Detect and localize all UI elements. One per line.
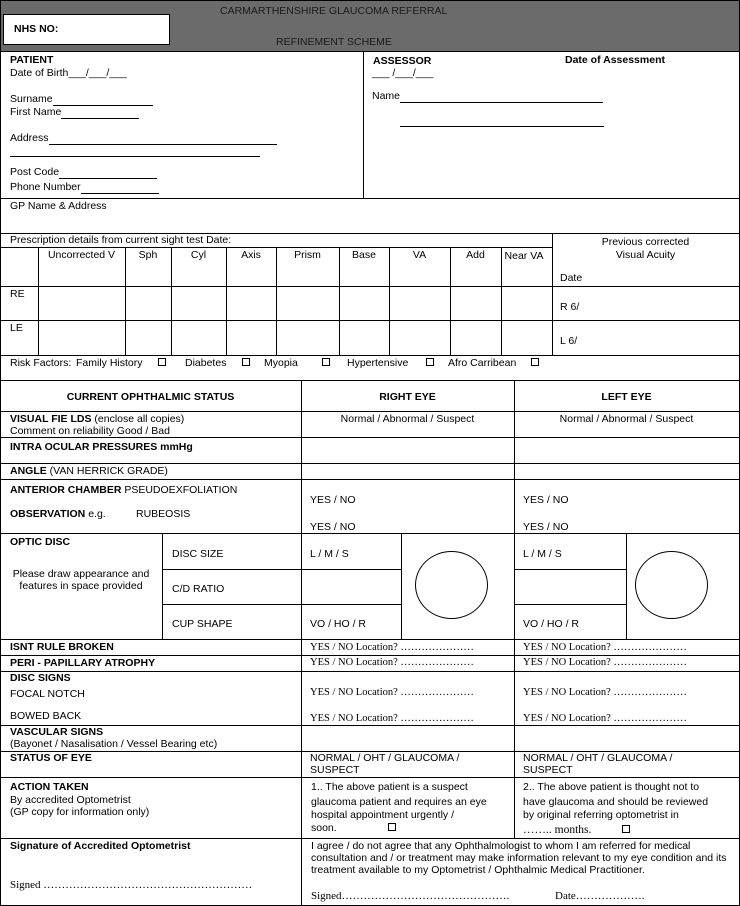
- rubeosis-right[interactable]: YES / NO: [310, 521, 356, 533]
- disc-size-label: DISC SIZE: [172, 548, 224, 560]
- risk-myopia-checkbox[interactable]: [322, 358, 330, 366]
- rx-col-sph: Sph: [138, 249, 158, 261]
- obs-rest: e.g.: [88, 508, 106, 520]
- consent-line-3: treatment available to my Optometrist / Ophthalmic Medical Practitioner.: [311, 864, 645, 876]
- bowed-back-label: BOWED BACK: [10, 710, 82, 722]
- assessor-name-field[interactable]: [372, 91, 603, 103]
- address-field[interactable]: [10, 133, 277, 145]
- gp-top-line: [0, 198, 740, 199]
- risk-hypertensive-checkbox[interactable]: [426, 358, 434, 366]
- prev-va-date[interactable]: Date: [560, 272, 583, 284]
- isnt-label: ISNT RULE BROKEN: [10, 641, 114, 653]
- rubeosis-left[interactable]: YES / NO: [523, 521, 569, 533]
- risk-afro-carribean: Afro Carribean: [448, 357, 517, 369]
- pseudoexfoliation-left[interactable]: YES / NO: [523, 494, 569, 506]
- post-code-label: Post Code: [10, 166, 60, 178]
- rx-col-va: VA: [412, 249, 427, 261]
- risk-myopia: Myopia: [264, 357, 298, 369]
- optic-disc-row-line: [162, 569, 402, 570]
- post-code-field[interactable]: [10, 167, 157, 179]
- right-disc-drawing-area[interactable]: [415, 551, 488, 619]
- signature-heading: Signature of Accredited Optometrist: [10, 840, 191, 852]
- assessor-name-label: Name: [372, 90, 401, 102]
- status-top-line: [0, 380, 740, 381]
- rx-col-line: [389, 247, 390, 355]
- option-1-line-1: 1.. The above patient is a suspect: [311, 781, 468, 793]
- scheme-title: REFINEMENT SCHEME: [276, 36, 392, 48]
- ac-bold: ANTERIOR CHAMBER: [10, 484, 122, 496]
- visual-fields-left[interactable]: Normal / Abnormal / Suspect: [559, 413, 694, 425]
- status-row-line: [0, 479, 740, 480]
- phone-field[interactable]: [10, 182, 159, 194]
- focal-notch-left[interactable]: YES / NO Location? …………………: [523, 687, 687, 698]
- visual-fields-label: [10, 414, 184, 426]
- rx-col-line: [450, 247, 451, 355]
- rx-le-line: [0, 355, 740, 356]
- signature-divider: [301, 838, 302, 906]
- rx-col-line: [171, 247, 172, 355]
- risk-family-history: Family History: [76, 357, 143, 369]
- gp-label: GP Name & Address: [10, 200, 107, 212]
- risk-hypertensive: Hypertensive: [347, 357, 409, 369]
- org-title: CARMARTHENSHIRE GLAUCOMA REFERRAL: [220, 5, 448, 17]
- disc-signs-label: DISC SIGNS: [10, 672, 71, 684]
- vascular-signs-sub: (Bayonet / Nasalisation / Vessel Bearing etc): [10, 738, 218, 750]
- status-row-line: [0, 639, 740, 640]
- rubeosis-label: RUBEOSIS: [136, 508, 191, 520]
- rx-col-line: [226, 247, 227, 355]
- visual-fields-bold: VISUAL FIE LDS: [10, 413, 92, 425]
- risk-diabetes-checkbox[interactable]: [242, 358, 250, 366]
- drawing-cell-divider: [626, 533, 627, 639]
- risk-label: Risk Factors:: [10, 357, 72, 369]
- cup-shape-label: CUP SHAPE: [172, 618, 233, 630]
- status-row-line: [0, 777, 740, 778]
- bowed-back-right[interactable]: YES / NO Location? …………………: [310, 713, 474, 724]
- address-line-2[interactable]: [10, 156, 260, 157]
- draw-instruction-2: features in space provided: [19, 580, 143, 592]
- status-of-eye-left-2[interactable]: SUSPECT: [523, 764, 573, 776]
- action-taken-label: ACTION TAKEN: [10, 781, 89, 793]
- isnt-right[interactable]: YES / NO Location? …………………: [310, 642, 474, 653]
- option-2-line-1: 2.. The above patient is thought not to: [523, 781, 700, 793]
- surname-label: Surname: [10, 93, 53, 105]
- optic-disc-row-line: [162, 604, 402, 605]
- rx-col-add: Add: [466, 249, 485, 261]
- focal-notch-label: FOCAL NOTCH: [10, 688, 85, 700]
- status-row-line: [0, 411, 740, 412]
- peri-papillary-right[interactable]: YES / NO Location? …………………: [310, 657, 474, 668]
- option-1-checkbox[interactable]: [388, 823, 396, 831]
- status-of-eye-right-1[interactable]: NORMAL / OHT / GLAUCOMA /: [310, 752, 460, 764]
- status-row-line: [0, 671, 740, 672]
- nhs-number-label: NHS NO:: [14, 23, 59, 35]
- patient-assessor-divider: [363, 52, 364, 198]
- prev-va-right[interactable]: R 6/: [560, 301, 580, 313]
- rx-col-prism: Prism: [294, 249, 321, 261]
- option-2-line-3: by original referring optometrist in: [523, 809, 679, 821]
- rx-re-line: [0, 320, 740, 321]
- risk-family-history-checkbox[interactable]: [158, 358, 166, 366]
- cd-ratio-label: C/D RATIO: [172, 583, 225, 595]
- patient-date-field[interactable]: Date……………….: [555, 890, 645, 902]
- rx-col-line: [38, 247, 39, 355]
- option-2-line-2: have glaucoma and should be reviewed: [523, 796, 709, 808]
- assessor-date-field[interactable]: ___ /___/___: [372, 67, 434, 79]
- ac-rest: PSEUDOEXFOLIATION: [124, 484, 238, 496]
- address-label: Address: [10, 132, 49, 144]
- angle-label: [10, 466, 168, 478]
- cup-shape-right[interactable]: VO / HO / R: [310, 618, 367, 630]
- rx-col-base: Base: [352, 249, 376, 261]
- status-of-eye-left-1[interactable]: NORMAL / OHT / GLAUCOMA /: [523, 752, 673, 764]
- visual-fields-right[interactable]: Normal / Abnormal / Suspect: [340, 413, 475, 425]
- rx-col-axis: Axis: [241, 249, 261, 261]
- action-taken-sub-2: (GP copy for information only): [10, 806, 150, 818]
- status-header-left: LEFT EYE: [601, 391, 652, 403]
- option-1-line-4: soon.: [311, 822, 337, 834]
- action-taken-sub-1: By accredited Optometrist: [10, 794, 131, 806]
- dob-field[interactable]: Date of Birth___/___/___: [10, 67, 127, 79]
- rx-row-le: LE: [10, 322, 23, 334]
- date-of-assessment-label: Date of Assessment: [565, 54, 665, 66]
- rx-col-uncorrected: Uncorrected V: [47, 249, 116, 261]
- rx-col-near-va: Near VA: [504, 250, 544, 262]
- peri-papillary-label: PERI - PAPILLARY ATROPHY: [10, 657, 156, 669]
- disc-size-left[interactable]: L / M / S: [523, 548, 562, 560]
- status-row-line: [0, 463, 740, 464]
- optic-disc-divider: [162, 533, 163, 639]
- status-header-main: CURRENT OPHTHALMIC STATUS: [66, 391, 235, 403]
- drawing-cell-divider: [401, 533, 402, 639]
- phone-label: Phone Number: [10, 181, 81, 193]
- left-disc-drawing-area[interactable]: [635, 551, 708, 619]
- reliability-label: Comment on reliability Good / Bad: [10, 425, 170, 437]
- anterior-chamber-label: [10, 485, 237, 497]
- iop-label: INTRA OCULAR PRESSURES mmHg: [10, 441, 193, 453]
- status-col-divider: [301, 380, 302, 838]
- optic-disc-row-line: [514, 604, 627, 605]
- pseudoexfoliation-right[interactable]: YES / NO: [310, 494, 356, 506]
- angle-bold: ANGLE: [10, 465, 47, 477]
- patient-signature-field[interactable]: Signed……………………………………….: [311, 890, 510, 902]
- option-2-months[interactable]: …….. months.: [523, 824, 592, 836]
- optic-disc-label: OPTIC DISC: [10, 536, 71, 548]
- rx-title: Prescription details from current sight test Date:: [10, 234, 232, 246]
- patient-heading: PATIENT: [10, 54, 54, 66]
- consent-line-2: consultation and / or treatment may make information relevant to my eye condition and its: [311, 852, 727, 864]
- status-row-line: [0, 533, 740, 534]
- status-header-right: RIGHT EYE: [379, 391, 436, 403]
- draw-instruction-1: Please draw appearance and: [12, 568, 150, 580]
- obs-bold: OBSERVATION: [10, 508, 86, 520]
- option-2-checkbox[interactable]: [622, 825, 630, 833]
- rx-col-cyl: Cyl: [190, 249, 207, 261]
- rx-col-line: [125, 247, 126, 355]
- prev-va-left[interactable]: L 6/: [560, 335, 578, 347]
- status-of-eye-right-2[interactable]: SUSPECT: [310, 764, 360, 776]
- focal-notch-right[interactable]: YES / NO Location? …………………: [310, 687, 474, 698]
- rx-col-line: [339, 247, 340, 355]
- optic-disc-row-line: [514, 569, 627, 570]
- prev-va-title-2: Visual Acuity: [615, 249, 676, 261]
- prev-va-title-1: Previous corrected: [601, 236, 690, 248]
- cup-shape-left[interactable]: VO / HO / R: [523, 618, 580, 630]
- bowed-back-left[interactable]: YES / NO Location? …………………: [523, 713, 687, 724]
- disc-size-right[interactable]: L / M / S: [310, 548, 349, 560]
- consent-line-1: I agree / do not agree that any Ophthalmologist to whom I am referred for medical: [311, 840, 691, 852]
- surname-field[interactable]: [10, 94, 153, 106]
- assessor-heading: ASSESSOR: [373, 55, 432, 67]
- first-name-label: First Name: [10, 106, 62, 118]
- rx-col-line: [501, 247, 502, 355]
- isnt-left[interactable]: YES / NO Location? …………………: [523, 642, 687, 653]
- risk-afro-carribean-checkbox[interactable]: [531, 358, 539, 366]
- action-bottom-line: [0, 838, 740, 839]
- peri-papillary-left[interactable]: YES / NO Location? …………………: [523, 657, 687, 668]
- status-col-divider: [514, 380, 515, 838]
- rx-header-line: [0, 286, 740, 287]
- option-1-line-2: glaucoma patient and requires an eye: [311, 796, 487, 808]
- angle-rest: (VAN HERRICK GRADE): [49, 465, 168, 477]
- status-of-eye-label: STATUS OF EYE: [10, 752, 92, 764]
- status-row-line: [0, 655, 740, 656]
- optometrist-signature-field[interactable]: Signed …………………………………………………: [10, 879, 253, 891]
- observation-label: [10, 509, 106, 521]
- risk-diabetes: Diabetes: [185, 357, 227, 369]
- assessor-extra-line[interactable]: [400, 126, 604, 127]
- option-1-line-3: hospital appointment urgently /: [311, 809, 455, 821]
- rx-row-re: RE: [10, 288, 25, 300]
- visual-fields-rest: (enclose all copies): [94, 413, 185, 425]
- rx-col-line: [276, 247, 277, 355]
- first-name-field[interactable]: [10, 107, 139, 119]
- status-row-line: [0, 725, 740, 726]
- vascular-signs-label: VASCULAR SIGNS: [10, 726, 104, 738]
